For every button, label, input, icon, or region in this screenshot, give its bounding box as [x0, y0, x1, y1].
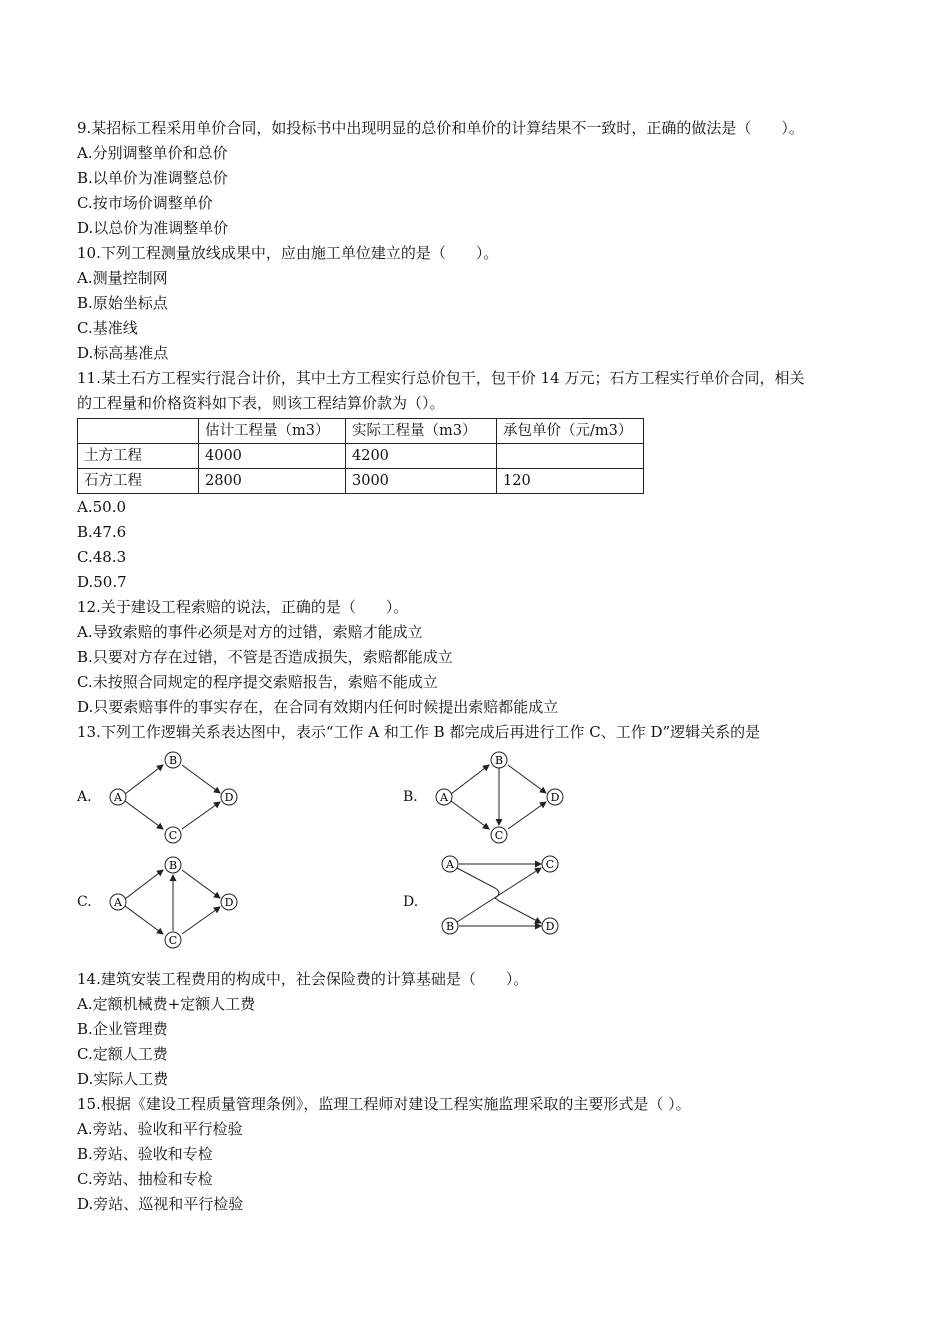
- node-c: [542, 856, 558, 872]
- node-d: [221, 894, 237, 910]
- q14-option-c: C.定额人工费: [77, 1045, 168, 1063]
- node-b: [442, 918, 458, 934]
- q9-option-a: A.分别调整单价和总价: [77, 144, 228, 162]
- node-d: [221, 789, 237, 805]
- node-label: A: [114, 896, 122, 909]
- arrow-a-d: [499, 901, 541, 923]
- arrow-a-d-part1: [457, 868, 499, 901]
- table-cell: 3000: [346, 469, 497, 494]
- node-label: B: [494, 754, 504, 767]
- q14-option-a: A.定额机械费+定额人工费: [77, 995, 256, 1013]
- node-label: C: [545, 858, 555, 871]
- diagram-c: [105, 855, 245, 951]
- q9-stem: 9.某招标工程采用单价合同，如投标书中出现明显的总价和单价的计算结果不一致时，正确的做法是（ ）。: [77, 119, 804, 137]
- node-label: A: [114, 791, 122, 804]
- q15-option-c: C.旁站、抽检和专检: [77, 1170, 213, 1188]
- node-label: D: [550, 791, 560, 804]
- q13-stem: 13.下列工作逻辑关系表达图中，表示“工作 A 和工作 B 都完成后再进行工作 C、工作 D”逻辑关系的是: [77, 723, 761, 741]
- node-b: [165, 752, 181, 768]
- exam-page: [77, 116, 887, 1217]
- q11-option-d: D.50.7: [77, 573, 127, 591]
- table-cell: 120: [497, 469, 644, 494]
- table-header-cell: [78, 419, 199, 444]
- arrow-b-d: [182, 765, 220, 793]
- node-c: [165, 932, 181, 948]
- q11-option-b: B.47.6: [77, 523, 127, 541]
- q14-stem: 14.建筑安装工程费用的构成中，社会保险费的计算基础是（ ）。: [77, 970, 529, 988]
- table-cell: 4000: [199, 444, 346, 469]
- table-cell: 2800: [199, 469, 346, 494]
- q10-option-a: A.测量控制网: [77, 269, 168, 287]
- q9-option-c: C.按市场价调整单价: [77, 194, 213, 212]
- node-label: B: [168, 859, 178, 872]
- table-header-row: [78, 419, 644, 444]
- diagram-b: [431, 750, 571, 846]
- node-b: [165, 857, 181, 873]
- diagram-a: [105, 750, 245, 846]
- diagram-d: [437, 855, 567, 945]
- node-label: A: [446, 858, 454, 871]
- node-label: B: [445, 920, 455, 933]
- q15-option-a: A.旁站、验收和平行检验: [77, 1120, 243, 1138]
- table-header-cell: 实际工程量（m3）: [346, 419, 497, 444]
- diagram-b-label: B.: [403, 789, 418, 805]
- table-row: [78, 469, 644, 494]
- table-header-cell: 估计工程量（m3）: [199, 419, 346, 444]
- node-label: D: [224, 791, 234, 804]
- table-cell: 4200: [346, 444, 497, 469]
- table-row: [78, 444, 644, 469]
- q11-price-table: [77, 418, 644, 494]
- q15-option-d: D.旁站、巡视和平行检验: [77, 1195, 244, 1213]
- table-cell: 土方工程: [78, 444, 199, 469]
- arrow-a-b: [125, 765, 163, 794]
- arrow-a-c: [125, 906, 163, 934]
- q13-diagrams: [77, 745, 887, 967]
- arrow-b-d: [508, 765, 546, 793]
- q9-option-b: B.以单价为准调整总价: [77, 169, 228, 187]
- diagram-d-label: D.: [403, 894, 419, 910]
- arrow-a-b: [451, 765, 489, 794]
- q15-stem: 15.根据《建设工程质量管理条例》，监理工程师对建设工程实施监理采取的主要形式是（ ）。: [77, 1095, 691, 1113]
- arrow-b-d: [182, 870, 220, 898]
- q10-option-d: D.标高基准点: [77, 344, 169, 362]
- arrow-b-c: [457, 868, 541, 922]
- q11-stem-line2: 的工程量和价格资料如下表，则该工程结算价款为（）。: [77, 394, 445, 412]
- node-a: [442, 856, 458, 872]
- q12-option-c: C.未按照合同规定的程序提交索赔报告，索赔不能成立: [77, 673, 438, 691]
- arrow-a-c: [125, 801, 163, 829]
- node-label: D: [224, 896, 234, 909]
- q10-option-b: B.原始坐标点: [77, 294, 168, 312]
- q14-option-d: D.实际人工费: [77, 1070, 169, 1088]
- arrow-a-b: [125, 870, 163, 899]
- q11-option-c: C.48.3: [77, 548, 127, 566]
- q12-option-a: A.导致索赔的事件必须是对方的过错，索赔才能成立: [77, 623, 423, 641]
- table-cell: 石方工程: [78, 469, 199, 494]
- node-c: [165, 827, 181, 843]
- q12-stem: 12.关于建设工程索赔的说法，正确的是（ ）。: [77, 598, 409, 616]
- q14-option-b: B.企业管理费: [77, 1020, 168, 1038]
- q12-option-b: B.只要对方存在过错，不管是否造成损失，索赔都能成立: [77, 648, 453, 666]
- q10-stem: 10.下列工程测量放线成果中，应由施工单位建立的是（ ）。: [77, 244, 499, 262]
- node-c: [491, 827, 507, 843]
- node-d: [547, 789, 563, 805]
- q10-option-c: C.基准线: [77, 319, 138, 337]
- node-a: [110, 894, 126, 910]
- node-b: [491, 752, 507, 768]
- node-label: B: [168, 754, 178, 767]
- node-label: A: [440, 791, 448, 804]
- q9-option-d: D.以总价为准调整单价: [77, 219, 229, 237]
- node-label: D: [545, 920, 555, 933]
- q12-option-d: D.只要索赔事件的事实存在，在合同有效期内任何时候提出索赔都能成立: [77, 698, 559, 716]
- arrow-a-c: [451, 801, 489, 829]
- arrow-c-d: [182, 802, 220, 829]
- table-header-cell: 承包单价（元/m3）: [497, 419, 644, 444]
- node-d: [542, 918, 558, 934]
- node-label: C: [494, 829, 504, 842]
- node-a: [436, 789, 452, 805]
- diagram-a-label: A.: [77, 789, 92, 805]
- q11-stem-line1: 11.某土石方工程实行混合计价，其中土方工程实行总价包干，包干价 14 万元；石方工程实行单价合同，相关: [77, 369, 805, 387]
- node-a: [110, 789, 126, 805]
- q11-option-a: A.50.0: [77, 498, 126, 516]
- diagram-c-label: C.: [77, 894, 92, 910]
- q15-option-b: B.旁站、验收和专检: [77, 1145, 213, 1163]
- arrow-c-d: [508, 802, 546, 829]
- node-label: C: [168, 829, 178, 842]
- table-cell: [497, 444, 644, 469]
- arrow-c-d: [182, 907, 220, 934]
- node-label: C: [168, 934, 178, 947]
